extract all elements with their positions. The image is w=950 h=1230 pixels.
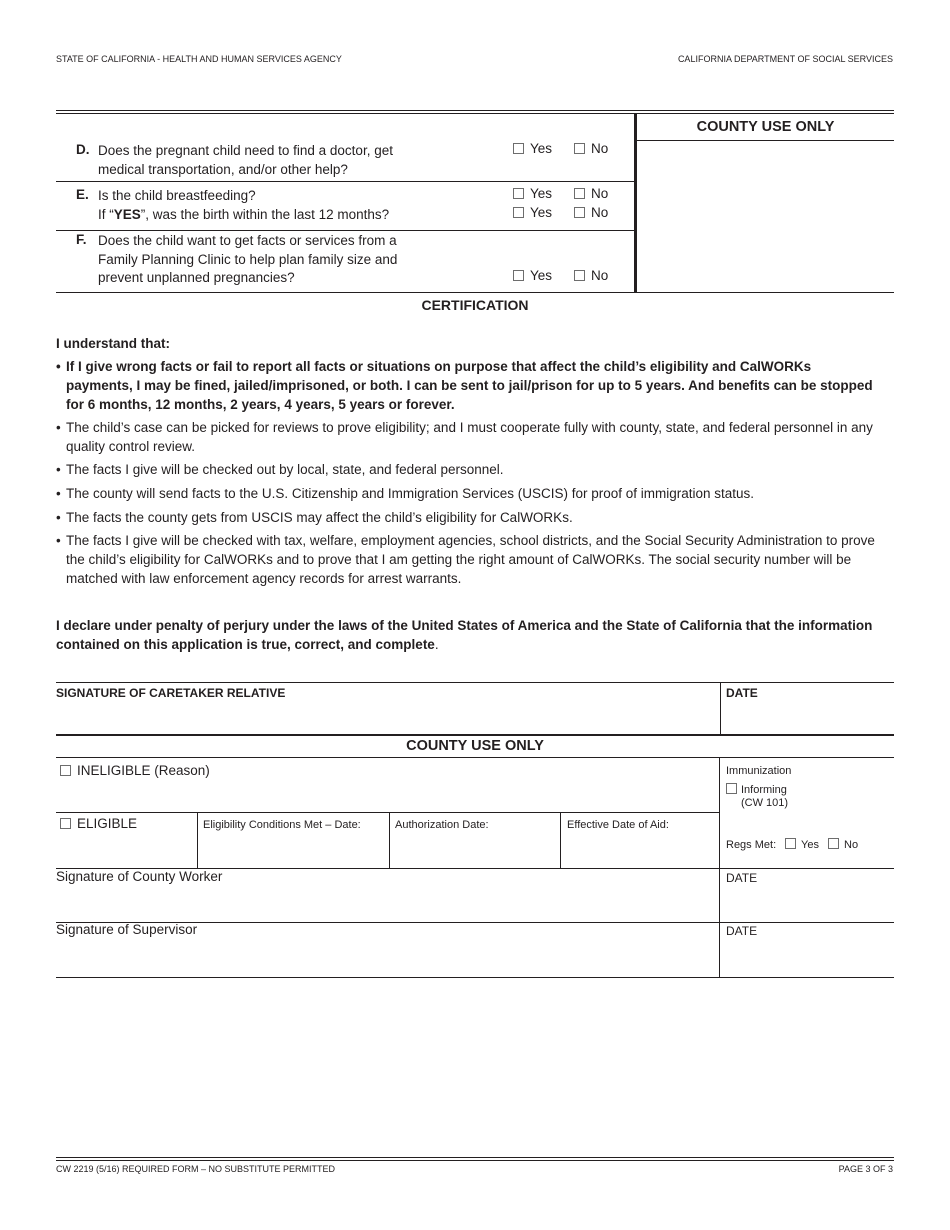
county-title-divider: [56, 757, 894, 758]
top-divider: [56, 110, 894, 111]
checkbox-icon[interactable]: [726, 783, 737, 794]
supervisor-signature-label: Signature of Supervisor: [56, 922, 198, 937]
caretaker-date-label: DATE: [726, 686, 758, 700]
certification-bullet: • The facts I give will be checked out by local, state, and federal personnel.: [56, 462, 504, 477]
form-id: CW 2219 (5/16) REQUIRED FORM – NO SUBSTITUTE PERMITTED: [56, 1164, 336, 1174]
agency-header: STATE OF CALIFORNIA - HEALTH AND HUMAN SERVICES AGENCY: [56, 54, 342, 64]
question-d-no[interactable]: [574, 141, 608, 156]
certification-bullet: • The facts the county gets from USCIS may affect the child’s eligibility for CalWORKs.: [56, 510, 573, 525]
no-label: No: [591, 268, 609, 283]
caretaker-signature-field[interactable]: [56, 702, 718, 732]
no-label: No: [591, 186, 609, 201]
question-divider: [56, 181, 634, 182]
county-row-divider: [56, 812, 719, 813]
top-divider-2: [56, 113, 894, 114]
question-e-line1: Is the child breastfeeding?: [98, 188, 256, 203]
certification-title: CERTIFICATION: [421, 297, 529, 313]
authorization-date-label: Authorization Date:: [395, 819, 489, 831]
county-worker-date-field[interactable]: [724, 888, 892, 920]
county-right-divider: [719, 757, 720, 977]
county-title-rule: [637, 140, 894, 141]
question-d-yes[interactable]: [513, 141, 552, 156]
footer-divider-2: [56, 1160, 894, 1161]
county-worker-date-label: DATE: [726, 871, 758, 885]
checkbox-icon[interactable]: [785, 838, 796, 849]
checkbox-icon[interactable]: [513, 207, 524, 218]
county-worker-signature-label: Signature of County Worker: [56, 869, 223, 884]
question-f-yes[interactable]: [513, 268, 552, 283]
question-f-letter: F.: [76, 232, 87, 247]
signature-date-divider: [720, 682, 721, 734]
regs-met-no[interactable]: No: [828, 838, 858, 851]
county-bottom-rule: [56, 977, 894, 978]
checkbox-icon[interactable]: [513, 143, 524, 154]
question-f-no[interactable]: [574, 268, 608, 283]
county-use-only-title: COUNTY USE ONLY: [696, 119, 835, 135]
cw101-label: (CW 101): [741, 797, 789, 809]
immunization-label: Immunization: [726, 765, 792, 777]
question-e-no[interactable]: [574, 186, 608, 201]
question-d-line2: medical transportation, and/or other help?: [98, 162, 348, 177]
regs-met-label: Regs Met:: [726, 839, 777, 851]
question-e-yes[interactable]: [513, 186, 552, 201]
yes-label: Yes: [530, 141, 553, 156]
eligible-option[interactable]: ELIGIBLE: [60, 816, 137, 831]
supervisor-date-field[interactable]: [724, 942, 892, 974]
question-f-line1: Does the child want to get facts or services from a: [98, 233, 397, 248]
question-f-line2: Family Planning Clinic to help plan family size and: [98, 252, 398, 267]
signature-top-rule: [56, 682, 894, 683]
question-d-line1: Does the pregnant child need to find a doctor, get: [98, 143, 393, 158]
checkbox-icon[interactable]: [574, 207, 585, 218]
regs-met-yes[interactable]: Yes: [785, 838, 819, 851]
supervisor-date-label: DATE: [726, 924, 758, 938]
yes-label: Yes: [530, 186, 553, 201]
footer-divider: [56, 1157, 894, 1158]
eligible-col-divider: [197, 812, 198, 868]
yes-label: Yes: [530, 205, 553, 220]
certification-bullet: • The facts I give will be checked with tax, welfare, employment agencies, school districts, and the Social Security Administration to prove the child’s eligibility for CalWORKs and to prove that I am getting the right amount of CalWORKs. The social security number will be matched with law enforcement agency records for arrest warrants.: [56, 533, 875, 586]
eligible-col-divider: [560, 812, 561, 868]
caretaker-date-field[interactable]: [724, 702, 892, 732]
questions-bottom-rule: [56, 292, 894, 293]
no-label: No: [591, 205, 609, 220]
county-use-only-heading: COUNTY USE ONLY: [406, 738, 544, 754]
caretaker-signature-label: SIGNATURE OF CARETAKER RELATIVE: [56, 686, 286, 700]
checkbox-icon[interactable]: [574, 270, 585, 281]
checkbox-icon[interactable]: [60, 818, 71, 829]
question-d-letter: D.: [76, 142, 90, 157]
checkbox-icon[interactable]: [513, 270, 524, 281]
no-label: No: [591, 141, 609, 156]
supervisor-signature-field[interactable]: [56, 942, 716, 974]
certification-bullet: • The county will send facts to the U.S. Citizenship and Immigration Services (USCIS) for proof of immigration status.: [56, 486, 755, 501]
conditions-met-label: Eligibility Conditions Met – Date:: [203, 819, 361, 831]
question-e-birth-yes[interactable]: [513, 205, 552, 220]
checkbox-icon[interactable]: [574, 143, 585, 154]
checkbox-icon[interactable]: [828, 838, 839, 849]
county-worker-signature-field[interactable]: [56, 888, 716, 920]
checkbox-icon[interactable]: [574, 188, 585, 199]
perjury-declaration: I declare under penalty of perjury under the laws of the United States of America and the State of California that the information contained on this application is true, correct, and complete.: [56, 618, 873, 652]
checkbox-icon[interactable]: [60, 765, 71, 776]
certification-bullet: • The child’s case can be picked for reviews to prove eligibility; and I must cooperate fully with county, state, and federal personnel in any quality control review.: [56, 420, 873, 454]
department-header: CALIFORNIA DEPARTMENT OF SOCIAL SERVICES: [677, 54, 893, 64]
informing-option[interactable]: Informing: [726, 783, 787, 796]
yes-label: Yes: [530, 268, 553, 283]
question-e-letter: E.: [76, 187, 89, 202]
question-f-line3: prevent unplanned pregnancies?: [98, 270, 295, 285]
page-number: PAGE 3 OF 3: [838, 1164, 893, 1174]
certification-bullet: • If I give wrong facts or fail to report all facts or situations on purpose that affect the child’s eligibility and CalWORKs payments, I may be fined, jailed/imprisoned, or both. I can be sent to jail/prison for up to 5 years. And benefits can be stopped for 6 months, 12 months, 2 years, 4 years, 5 years or forever.: [56, 359, 873, 412]
checkbox-icon[interactable]: [513, 188, 524, 199]
ineligible-option[interactable]: INELIGIBLE (Reason): [60, 763, 210, 778]
question-e-birth-no[interactable]: [574, 205, 608, 220]
effective-date-label: Effective Date of Aid:: [567, 819, 669, 831]
signature-bottom-rule: [56, 734, 894, 736]
eligible-col-divider: [389, 812, 390, 868]
question-e-line2: If “YES”, was the birth within the last 12 months?: [98, 207, 390, 222]
understand-intro: I understand that:: [56, 336, 170, 351]
